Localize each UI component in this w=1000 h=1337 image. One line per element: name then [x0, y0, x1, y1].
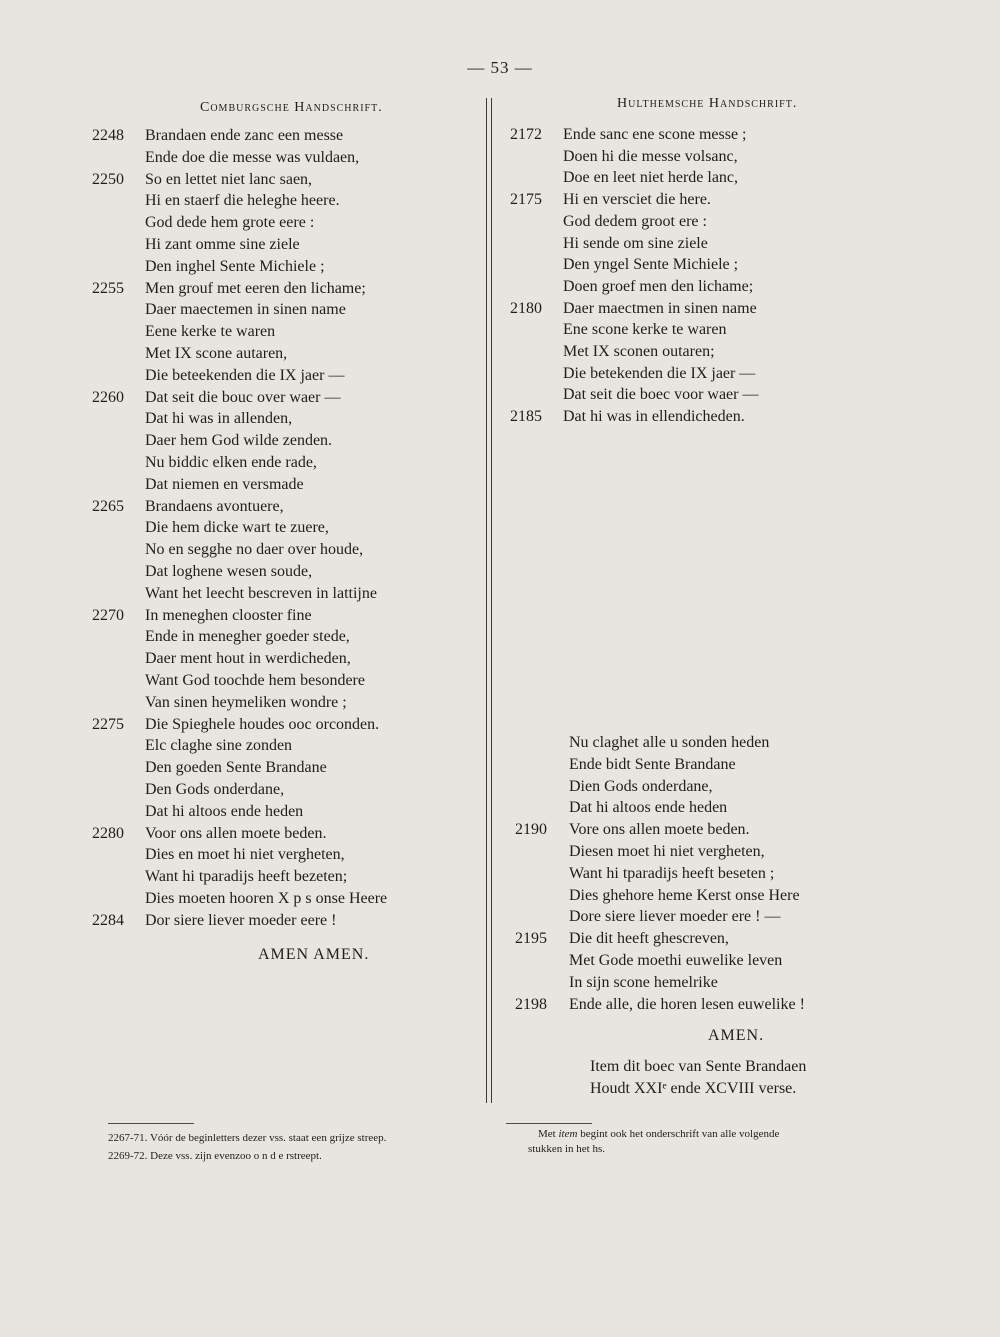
verse-line: So en lettet niet lanc saen,	[145, 170, 313, 188]
verse-line: Ene scone kerke te waren	[563, 321, 727, 339]
verse-line: Doen hi die messe volsanc,	[563, 147, 738, 165]
verse-line: Nu biddic elken ende rade,	[145, 454, 317, 471]
verse-line: Den goeden Sente Brandane	[145, 759, 327, 777]
verse-number: 2265	[92, 497, 124, 515]
verse-line: Dat hi was in ellendicheden.	[563, 408, 745, 426]
verse-line: Brandaens avontuere,	[145, 497, 284, 515]
verse-line: In meneghen clooster fine	[145, 606, 312, 624]
verse-line: Die dit heeft ghescreven,	[569, 930, 729, 948]
verse-line: Diesen moet hi niet vergheten,	[569, 843, 765, 860]
footnote-rule-left	[108, 1123, 194, 1124]
footnote: stukken in het hs.	[528, 1143, 605, 1155]
verse-line: Dies ghehore heme Kerst onse Here	[569, 886, 800, 904]
verse-number: 2190	[515, 821, 547, 839]
verse-line: Van sinen heymeliken wondre ;	[145, 693, 347, 711]
verse-line: Dat niemen en versmade	[145, 475, 304, 493]
verse-line: Die hem dicke wart te zuere,	[145, 519, 329, 537]
verse-line: Vore ons allen moete beden.	[569, 821, 750, 839]
verse-line: Die Spieghele houdes ooc orconden.	[145, 715, 380, 733]
verse-line: Daer maectemen in sinen name	[145, 301, 346, 319]
page-number: — 53 —	[467, 58, 533, 77]
verse-line: Daer maectmen in sinen name	[563, 299, 757, 317]
verse-line: Ende sanc ene scone messe ;	[563, 126, 747, 143]
verse-line: Brandaen ende zanc een messe	[145, 127, 344, 144]
verse-number: 2195	[515, 930, 547, 948]
verse-number: 2175	[510, 191, 542, 209]
verse-line: Men grouf met eeren den lichame;	[145, 279, 366, 297]
verse-number: 2172	[510, 126, 542, 143]
verse-line: Met IX scone autaren,	[145, 345, 288, 362]
verse-line: Want het leecht bescreven in lattijne	[145, 584, 377, 602]
right-column-heading: Hulthemsche Handschrift.	[617, 96, 798, 111]
right-amen: AMEN.	[708, 1027, 765, 1044]
column-divider	[486, 98, 492, 1103]
verse-line: Dore siere liever moeder ere ! —	[569, 908, 781, 926]
verse-line: Ende doe die messe was vuldaen,	[145, 148, 360, 166]
left-column-heading: Comburgsche Handschrift.	[200, 100, 383, 115]
verse-number: 2260	[92, 388, 124, 406]
verse-number: 2270	[92, 606, 124, 624]
verse-number: 2275	[92, 715, 124, 733]
verse-line: Den yngel Sente Michiele ;	[563, 256, 739, 274]
verse-line: Dien Gods onderdane,	[569, 777, 713, 795]
verse-line: Dor siere liever moeder eere !	[145, 911, 337, 929]
footnote: 2267-71. Vóór de beginletters dezer vss. staat een grijze streep.	[108, 1132, 387, 1144]
verse-line: Ende in menegher goeder stede,	[145, 628, 350, 646]
verse-number: 2198	[515, 995, 547, 1013]
verse-line: Dat seit die boec voor waer —	[563, 386, 759, 404]
footnote-italic: item	[558, 1128, 578, 1140]
verse-line: Dat hi altoos ende heden	[145, 802, 304, 820]
verse-line: Met Gode moethi euwelike leven	[569, 952, 783, 969]
verse-line: Dat loghene wesen soude,	[145, 563, 313, 580]
verse-line: Die betekenden die IX jaer —	[563, 364, 756, 382]
verse-line: Ende bidt Sente Brandane	[569, 755, 736, 773]
verse-line: Hi sende om sine ziele	[563, 234, 708, 252]
verse-line: Daer hem God wilde zenden.	[145, 432, 333, 450]
verse-number: 2280	[92, 824, 124, 842]
verse-line: Hi zant omme sine ziele	[145, 236, 300, 253]
verse-line: Dies en moet hi niet vergheten,	[145, 846, 345, 864]
verse-number: 2185	[510, 408, 542, 426]
verse-line: Want hi tparadijs heeft beseten ;	[569, 864, 775, 882]
footnote-text: Met	[538, 1128, 559, 1140]
verse-number: 2248	[92, 127, 124, 144]
verse-number: 2284	[92, 911, 124, 929]
verse-line: Den inghel Sente Michiele ;	[145, 257, 325, 275]
verse-line: In sijn scone hemelrike	[569, 973, 718, 991]
footnote: 2269-72. Deze vss. zijn evenzoo o n d e rstreept.	[108, 1150, 322, 1162]
verse-number: 2250	[92, 170, 124, 188]
verse-number: 2255	[92, 279, 124, 297]
verse-line: No en segghe no daer over houde,	[145, 541, 364, 559]
verse-line: Want God toochde hem besondere	[145, 672, 365, 689]
verse-line: Die beteekenden die IX jaer —	[145, 366, 345, 384]
footnote-text: begint ook het onderschrift van alle volgende	[577, 1128, 780, 1140]
verse-line: God dedem groot ere :	[563, 212, 707, 230]
verse-line: Ende alle, die horen lesen euwelike !	[569, 995, 805, 1013]
footnote-rule-right	[506, 1123, 592, 1124]
verse-line: Dat hi altoos ende heden	[569, 799, 728, 817]
verse-line: Nu claghet alle u sonden heden	[569, 734, 770, 751]
verse-line: Met IX sconen outaren;	[563, 343, 715, 360]
verse-number: 2180	[510, 299, 542, 317]
verse-line: Elc claghe sine zonden	[145, 737, 293, 755]
colophon-line: Houdt XXIᵉ ende XCVIII verse.	[590, 1080, 797, 1097]
verse-line: Dat seit die bouc over waer —	[145, 388, 341, 406]
colophon-line: Item dit boec van Sente Brandaen	[590, 1058, 807, 1075]
verse-line: Den Gods onderdane,	[145, 781, 285, 798]
verse-line: Dat hi was in allenden,	[145, 410, 293, 428]
verse-line: Dies moeten hooren X p s onse Heere	[145, 890, 388, 907]
verse-line: Want hi tparadijs heeft bezeten;	[145, 868, 348, 886]
verse-line: God dede hem grote eere :	[145, 214, 315, 232]
verse-line: Hi en versciet die here.	[563, 191, 711, 209]
footnote	[538, 1126, 779, 1142]
verse-line: Eene kerke te waren	[145, 323, 276, 341]
left-amen: AMEN AMEN.	[258, 946, 370, 963]
verse-line: Daer ment hout in werdicheden,	[145, 650, 351, 668]
verse-line: Doen groef men den lichame;	[563, 277, 754, 295]
verse-line: Voor ons allen moete beden.	[145, 824, 327, 842]
verse-line: Doe en leet niet herde lanc,	[563, 169, 739, 187]
verse-line: Hi en staerf die heleghe heere.	[145, 192, 340, 210]
